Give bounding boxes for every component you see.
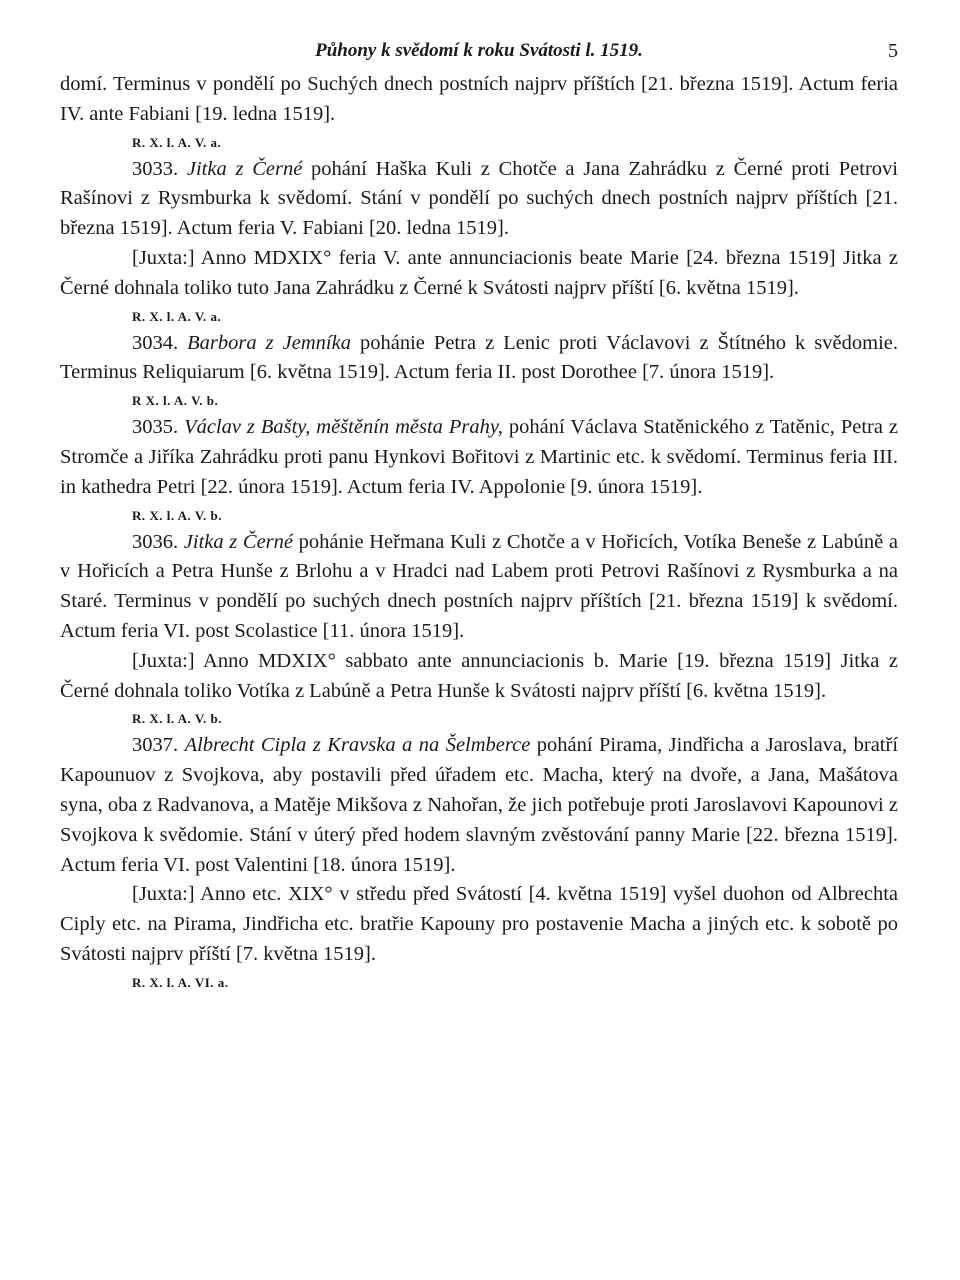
entry-3033 (60, 155, 898, 329)
entry-3035 (60, 413, 898, 527)
entry-number: 3033. (132, 157, 179, 180)
paragraph: domí. Terminus v pondělí po Suchých dnech postních najprv příštích [21. března 1519]. Actum feria IV. ante Fabiani [19. ledna 1519]. (60, 73, 898, 125)
entry-number: 3034. (132, 331, 179, 354)
paragraph (60, 731, 898, 880)
archival-signature: R. X. l. A. VI. a. (132, 974, 229, 990)
paragraph (60, 329, 898, 389)
paragraph-text: pohání Haška Kuli z Chotče a Jana Zahrádku z Černé proti Petrovi Rašínovi z Rysmburka k svědomí. Stání v pondělí po suchých dnech postních najprv příštích [21. března 1519]. Actum feria V. Fabiani [20. ledna 1519]. (60, 157, 898, 240)
paragraph (60, 155, 898, 244)
archival-signature: R. X. l. A. V. b. (132, 507, 223, 523)
page-number: 5 (888, 40, 898, 62)
paragraph: [Juxta:] Anno MDXIX° feria V. ante annunciacionis beate Marie [24. března 1519] Jitka z Černé dohnala toliko tuto Jana Zahrádku z Černé k Svátosti najprv příští [6. května 1519]. (60, 246, 898, 299)
archival-signature: R. X. l. A. V. b. (132, 711, 223, 727)
entry-3036 (60, 528, 898, 732)
paragraph-text: pohání Václava Statěnického z Tatěnic, Petra z Stromče a Jiříka Zahrádku proti panu Hynkovi Bořitovi z Martinic etc. k svědomí. Terminus feria III. in kathedra Petri [22. února 1519]. Actum feria IV. Appolonie [9. února 1519]. (60, 416, 899, 498)
paragraph-text: pohání Pirama, Jindřicha a Jaroslava, bratří Kapounuov z Svojkova, aby postavili před úřadem etc. Macha, který na dvoře, a Jana, Mašátova syna, oba z Radvanova, a Matěje Mikšova z Nahořan, že jich potřebuje proti Jaroslavovi Kapounovi z Svojkova k svědomie. Stání v úterý před hodem slavným zvěstování panny Marie [22. března 1519]. Actum feria VI. post Valentini [18. února 1519]. (60, 734, 899, 876)
archival-signature: R. X. l. A. V. a. (132, 134, 222, 150)
entry-number: 3035. (132, 416, 179, 439)
entry-number: 3036. (132, 530, 179, 553)
plaintiff-name: Jitka z Černé (186, 157, 303, 180)
plaintiff-name: Jitka z Černé (183, 530, 294, 553)
plaintiff-name: Barbora z Jemníka (187, 331, 351, 354)
plaintiff-name: Václav z Bašty, měštěnín města Prahy, (184, 416, 503, 439)
paragraph: [Juxta:] Anno MDXIX° sabbato ante annunciacionis b. Marie [19. března 1519] Jitka z Černé dohnala toliko Votíka z Labúně a Petra Hunše k Svátosti najprv příští [6. května 1519]. (60, 649, 898, 702)
entry-continuation (60, 70, 898, 155)
page-header (60, 40, 898, 70)
document-page (60, 40, 898, 995)
paragraph-text: pohánie Heřmana Kuli z Chotče a v Hořicích, Votíka Beneše z Labúně a v Hořicích a Petra Hunše z Brlohu a v Hradci nad Labem proti Petrovi Rašínovi z Rysmburka a na Staré. Terminus v pondělí po suchých dnech postních najprv příštích [21. března 1519] k svědomí. Actum feria VI. post Scolastice [11. února 1519]. (60, 530, 899, 642)
paragraph (60, 413, 898, 502)
plaintiff-name: Albrecht Cipla z Kravska a na Šelmberce (184, 734, 531, 757)
archival-signature: R. X. l. A. V. a. (132, 308, 222, 324)
running-title: Půhony k svědomí k roku Svátosti l. 1519. (315, 40, 643, 61)
archival-signature: R X. l. A. V. b. (132, 393, 219, 409)
paragraph (60, 528, 898, 647)
paragraph: [Juxta:] Anno etc. XIX° v středu před Svátostí [4. května 1519] vyšel duohon od Albrechta Ciply etc. na Pirama, Jindřicha etc. bratřie Kapouny pro postavenie Macha a jiných etc. k sobotě po Svátosti najprv příští [7. května 1519]. (60, 883, 898, 965)
entry-number: 3037. (132, 734, 179, 757)
paragraph-text: pohánie Petra z Lenic proti Václavovi z Štítného k svědomie. Terminus Reliquiarum [6. května 1519]. Actum feria II. post Dorothee [7. února 1519]. (60, 331, 898, 384)
entry-3037 (60, 731, 898, 994)
entry-3034 (60, 329, 898, 414)
